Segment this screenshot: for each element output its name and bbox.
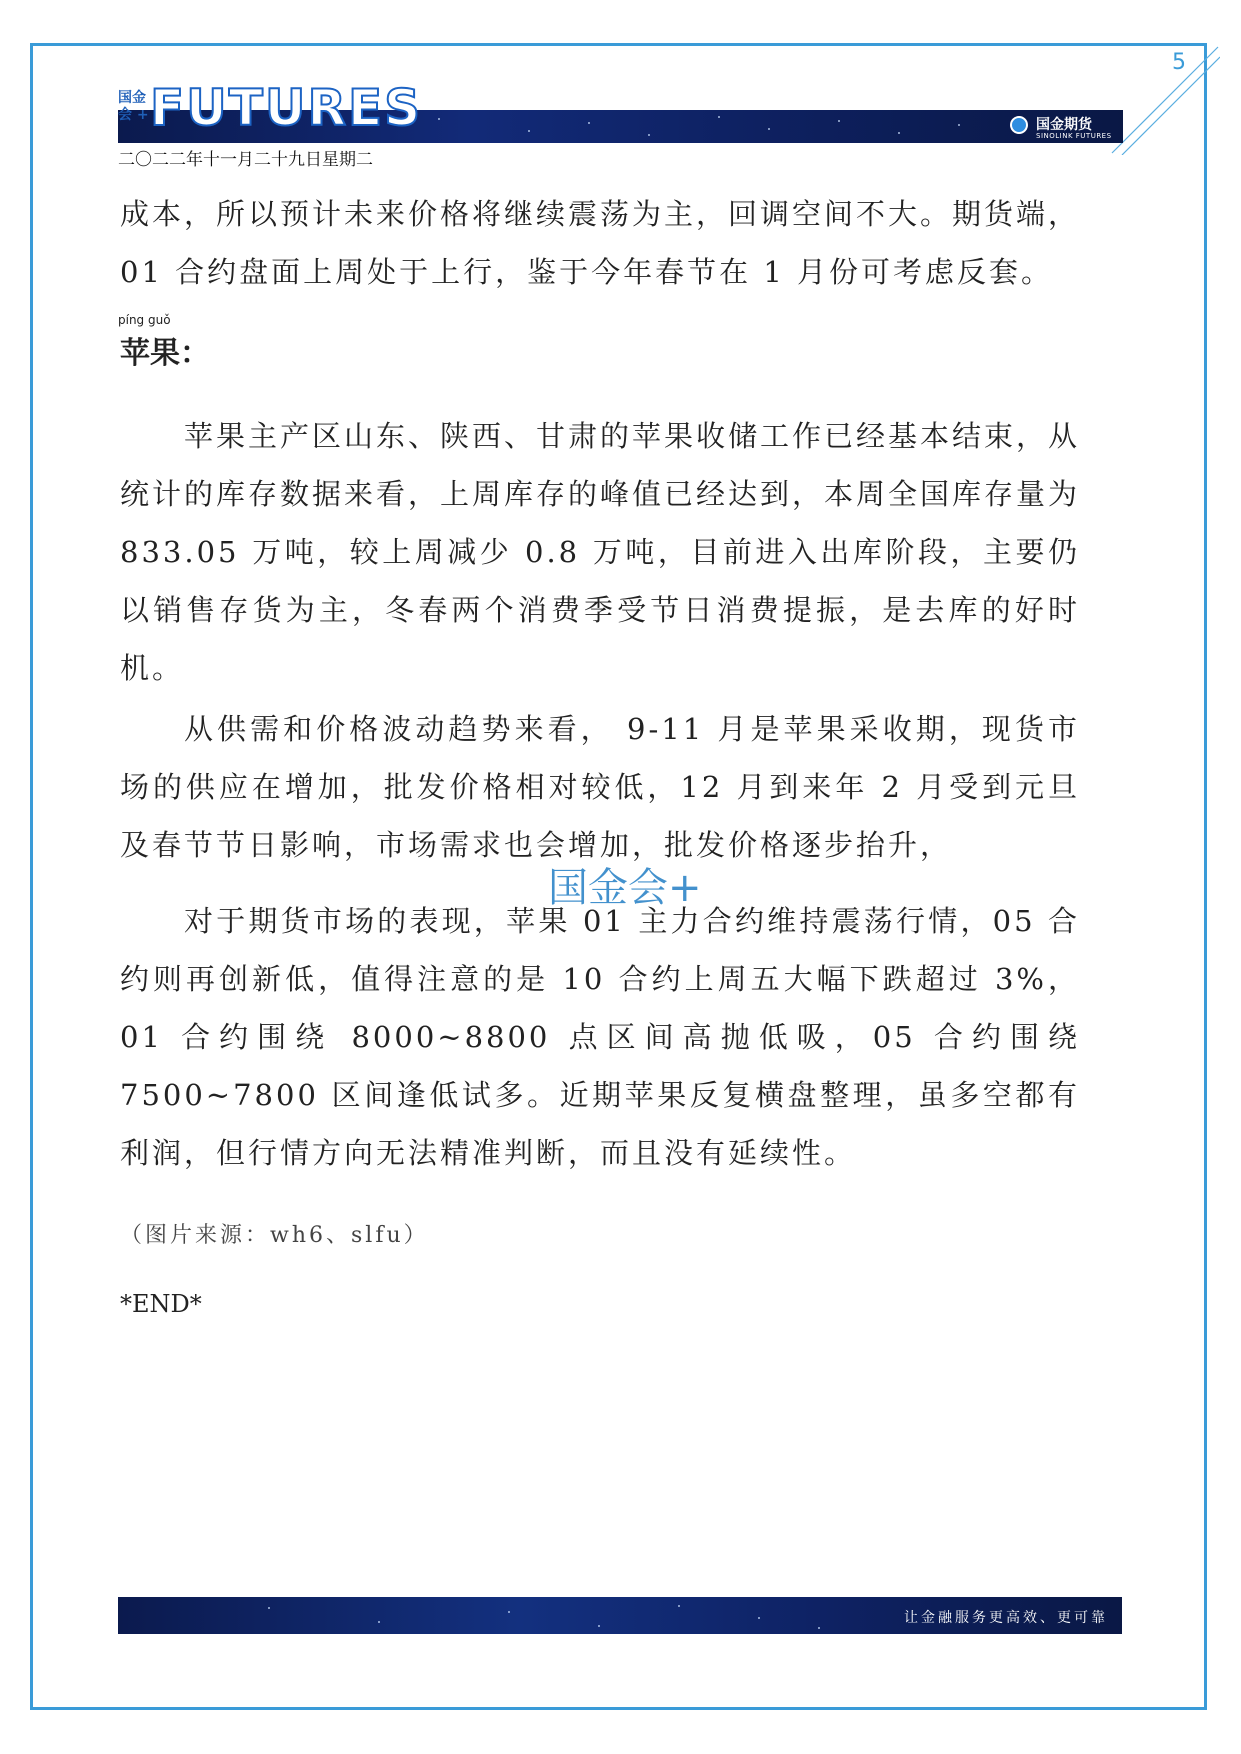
brand-name: 国金期货 <box>1036 117 1092 133</box>
brand-icon <box>1010 116 1028 134</box>
paragraph-inventory: 苹果主产区山东、陕西、甘肃的苹果收储工作已经基本结束，从统计的库存数据来看，上周库存的峰值已经达到，本周全国库存量为 833.05 万吨，较上周减少 0.8 万吨，目前进入出库阶段，主要仍以销售存货为主，冬春两个消费季受节日消费提振，是去库的好时机。 <box>120 419 1081 685</box>
logo-small-text: 国金 会 + <box>118 90 149 123</box>
section-title: 苹果： <box>120 336 210 371</box>
corner-decoration <box>1110 45 1220 155</box>
image-source-note: （图片来源：wh6、slfu） <box>120 1223 429 1248</box>
page-number: 5 <box>1172 50 1186 75</box>
continued-paragraph: 成本，所以预计未来价格将继续震荡为主，回调空间不大。期货端，01 合约盘面上周处于上行，鉴于今年春节在 1 月份可考虑反套。 <box>120 197 1081 289</box>
logo-futures: FUTURES <box>150 79 423 137</box>
section-pinyin: píng guǒ <box>118 313 171 327</box>
paragraph-futures-market: 对于期货市场的表现，苹果 01 主力合约维持震荡行情，05 合约则再创新低，值得注意的是 10 合约上周五大幅下跌超过 3%， 01 合约围绕 8000~8800 点区间高抛低吸，05 合约围绕 7500~7800 区间逢低试多。近期苹果反复横盘整理，虽多空都有利润，但行情方向无法精准判断，而且没有延续性。 <box>120 904 1080 1170</box>
footer-slogan: 让金融服务更高效、更可靠 <box>904 1610 1108 1626</box>
brand-name-en: SINOLINK FUTURES <box>1036 132 1112 140</box>
end-mark: *END* <box>120 1290 202 1318</box>
paragraph-supply-demand: 从供需和价格波动趋势来看， 9-11 月是苹果采收期，现货市场的供应在增加，批发价格相对较低，12 月到来年 2 月受到元旦及春节节日影响，市场需求也会增加，批发价格逐步抬升， <box>120 712 1080 862</box>
report-date: 二〇二二年十一月二十九日星期二 <box>118 150 373 170</box>
watermark: 国金会+ <box>548 865 702 911</box>
footer-banner <box>118 1597 1122 1634</box>
logo-small <box>118 90 149 124</box>
